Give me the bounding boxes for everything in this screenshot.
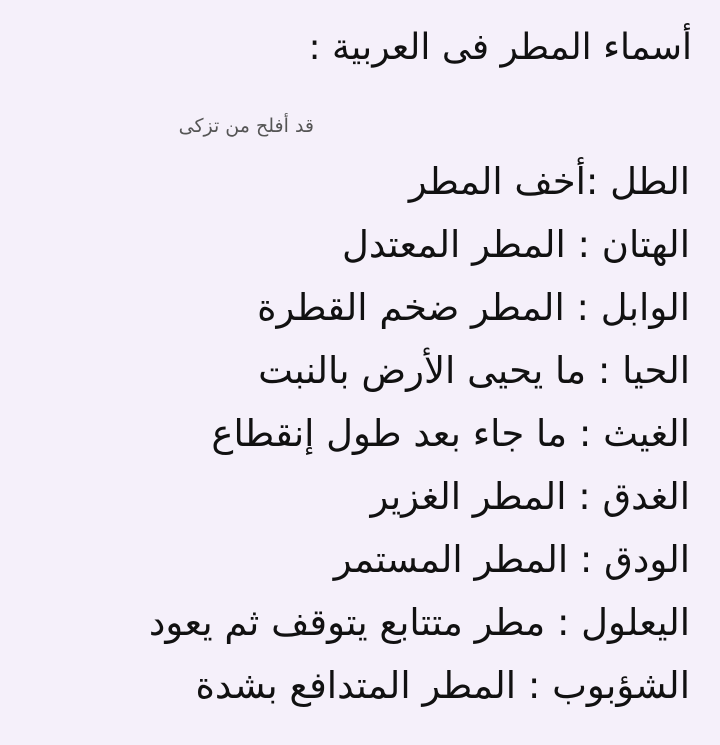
list-item: اليعلول : مطر متتابع يتوقف ثم يعود — [148, 601, 690, 644]
rain-names-list — [149, 150, 690, 717]
list-item: الوابل : المطر ضخم القطرة — [257, 286, 690, 329]
list-item: الغيث : ما جاء بعد طول إنقطاع — [211, 412, 690, 455]
list-item: الشؤبوب : المطر المتدافع بشدة — [195, 664, 690, 707]
list-item: الحيا : ما يحيى الأرض بالنبت — [258, 349, 690, 392]
list-item: الودق : المطر المستمر — [333, 538, 690, 581]
list-item: الطل :أخف المطر — [408, 160, 690, 203]
list-item: الغدق : المطر الغزير — [370, 475, 690, 518]
page-title: أسماء المطر فى العربية : — [308, 27, 692, 68]
quote-caption: قد أفلح من تزكى — [178, 115, 314, 137]
list-item: الهتان : المطر المعتدل — [342, 223, 690, 266]
